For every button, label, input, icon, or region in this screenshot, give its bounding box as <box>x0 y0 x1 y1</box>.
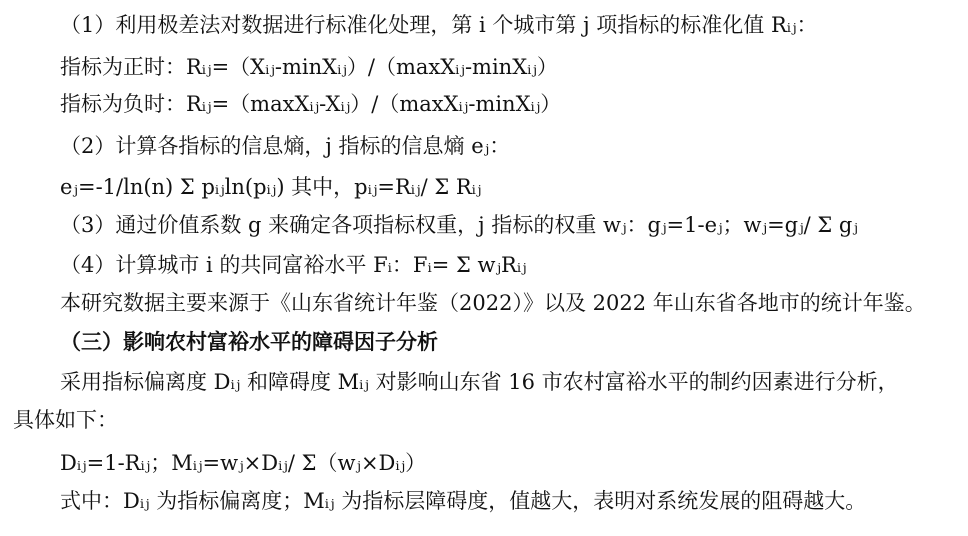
step-4-level-line: （4）计算城市 i 的共同富裕水平 Fᵢ：Fᵢ= Σ wⱼRᵢⱼ <box>60 253 527 277</box>
paragraph-continuation: 具体如下： <box>13 408 118 432</box>
step-3-weight-line: （3）通过价值系数 g 来确定各项指标权重，j 指标的权重 wⱼ：gⱼ=1-eⱼ；wⱼ=gⱼ/ Σ gⱼ <box>60 213 858 237</box>
obstacle-analysis-paragraph: 采用指标偏离度 Dᵢⱼ 和障碍度 Mᵢⱼ 对影响山东省 16 市农村富裕水平的制约因素进行分析， <box>60 370 899 394</box>
step-1-normalization-line: （1）利用极差法对数据进行标准化处理，第 i 个城市第 j 项指标的标准化值 Rᵢⱼ： <box>60 13 818 37</box>
formula-explanation: 式中：Dᵢⱼ 为指标偏离度；Mᵢⱼ 为指标层障碍度，值越大，表明对系统发展的阻碍越大。 <box>60 489 867 513</box>
entropy-formula: eⱼ=-1/ln(n) Σ pᵢⱼln(pᵢⱼ) 其中，pᵢⱼ=Rᵢⱼ/ Σ Rᵢⱼ <box>60 175 482 199</box>
step-2-entropy-line: （2）计算各指标的信息熵，j 指标的信息熵 eⱼ： <box>60 134 511 158</box>
negative-indicator-formula: 指标为负时：Rᵢⱼ=（maxXᵢⱼ-Xᵢⱼ）/（maxXᵢⱼ-minXᵢⱼ） <box>60 92 562 116</box>
obstacle-formula: Dᵢⱼ=1-Rᵢⱼ；Mᵢⱼ=wⱼ×Dᵢⱼ/ Σ（wⱼ×Dᵢⱼ） <box>60 451 427 475</box>
data-source-paragraph: 本研究数据主要来源于《山东省统计年鉴（2022）》以及 2022 年山东省各地市的统计年鉴。 <box>60 291 926 315</box>
positive-indicator-formula: 指标为正时：Rᵢⱼ=（Xᵢⱼ-minXᵢⱼ）/（maxXᵢⱼ-minXᵢⱼ） <box>60 55 558 79</box>
section-heading: （三）影响农村富裕水平的障碍因子分析 <box>60 330 438 354</box>
